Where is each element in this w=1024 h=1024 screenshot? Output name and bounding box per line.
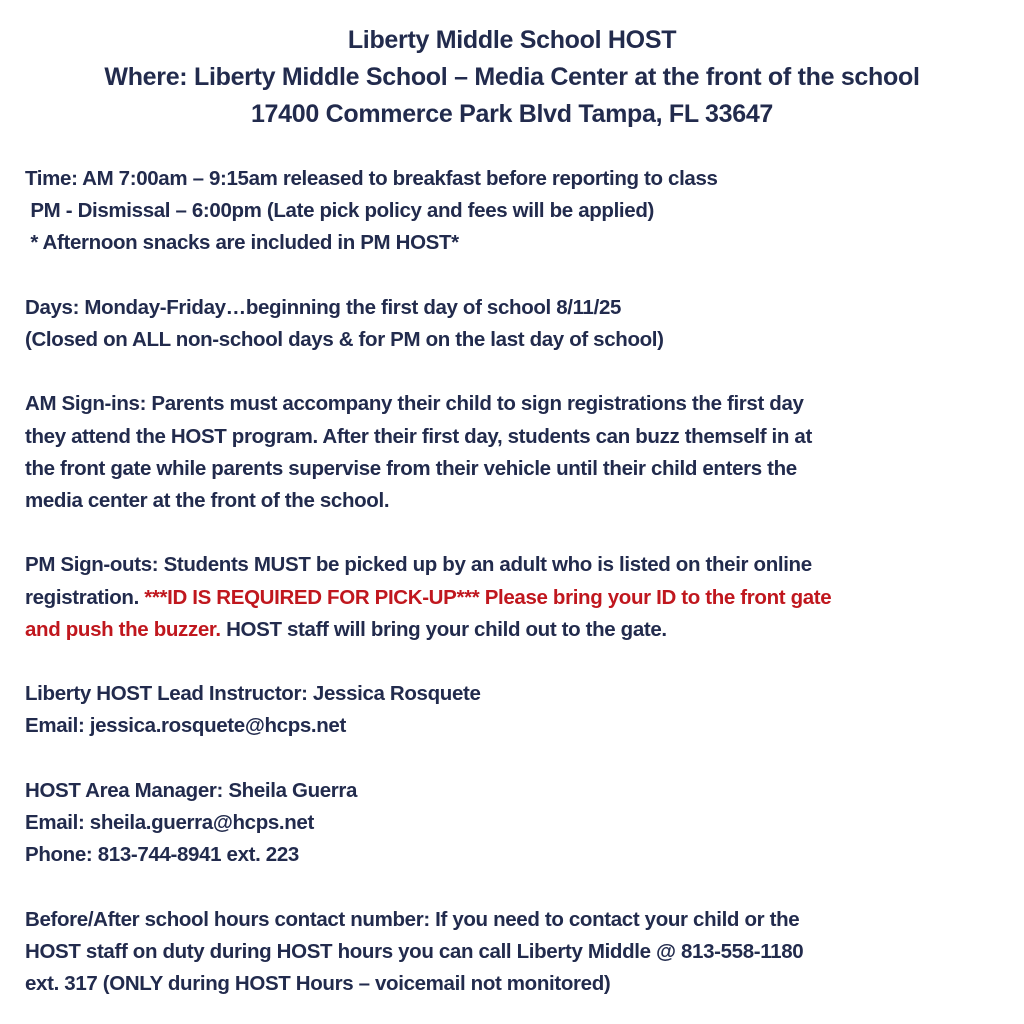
pm-signouts-line	[25, 582, 1005, 614]
contact-line: ext. 317 (ONLY during HOST Hours – voicemail not monitored)	[25, 971, 611, 995]
time-am: Time: AM 7:00am – 9:15am released to breakfast before reporting to class	[25, 167, 718, 190]
flyer-header	[0, 22, 1024, 133]
pm-signouts-text: HOST staff will bring your child out to the gate.	[220, 617, 667, 641]
am-signins-line: media center at the front of the school.	[25, 489, 390, 512]
spacer	[25, 871, 1005, 903]
am-signins-section	[25, 388, 1005, 517]
lead-instructor-section	[25, 678, 1005, 742]
am-signins-line: they attend the HOST program. After their first day, students can buzz themself in at	[25, 424, 812, 448]
pm-signouts-section	[25, 549, 1005, 646]
am-signins-line: the front gate while parents supervise from their vehicle until their child enters the	[25, 456, 797, 480]
contact-line: Before/After school hours contact number: If you need to contact your child or the	[25, 907, 800, 931]
days-line: Days: Monday-Friday…beginning the first day of school 8/11/25	[25, 295, 622, 319]
lead-instructor-email[interactable]: Email: jessica.rosquete@hcps.net	[25, 714, 346, 738]
spacer	[25, 517, 1005, 549]
closed-line: (Closed on ALL non-school days & for PM on the last day of school)	[25, 328, 664, 351]
time-pm: PM - Dismissal – 6:00pm (Late pick policy and fees will be applied)	[25, 199, 654, 223]
am-signins-line: AM Sign-ins: Parents must accompany their child to sign registrations the first day	[25, 392, 804, 416]
spacer	[25, 260, 1005, 292]
pm-signouts-line	[25, 614, 1005, 646]
time-section	[25, 163, 1005, 260]
spacer	[25, 646, 1005, 678]
area-manager-name: HOST Area Manager: Sheila Guerra	[25, 778, 358, 802]
time-snacks: * Afternoon snacks are included in PM HOST*	[25, 231, 459, 255]
page-title: Liberty Middle School HOST	[347, 26, 677, 54]
pm-signouts-line: PM Sign-outs: Students MUST be picked up by an adult who is listed on their online	[25, 553, 812, 577]
address-line: 17400 Commerce Park Blvd Tampa, FL 33647	[250, 100, 774, 128]
spacer	[25, 743, 1005, 775]
buzzer-alert: and push the buzzer.	[25, 617, 221, 641]
area-manager-phone: Phone: 813-744-8941 ext. 223	[25, 843, 299, 867]
days-section	[25, 292, 1005, 356]
flyer-body	[25, 163, 1005, 1000]
contact-line: HOST staff on duty during HOST hours you can call Liberty Middle @ 813-558-1180	[25, 939, 804, 963]
contact-section	[25, 904, 1005, 1001]
spacer	[25, 356, 1005, 388]
pm-signouts-text: registration.	[25, 585, 145, 609]
area-manager-email[interactable]: Email: sheila.guerra@hcps.net	[25, 810, 314, 834]
location-line: Where: Liberty Middle School – Media Center at the front of the school	[104, 63, 920, 91]
lead-instructor-name: Liberty HOST Lead Instructor: Jessica Rosquete	[25, 682, 481, 706]
area-manager-section	[25, 775, 1005, 872]
id-required-alert: ***ID IS REQUIRED FOR PICK-UP*** Please bring your ID to the front gate	[144, 585, 832, 609]
